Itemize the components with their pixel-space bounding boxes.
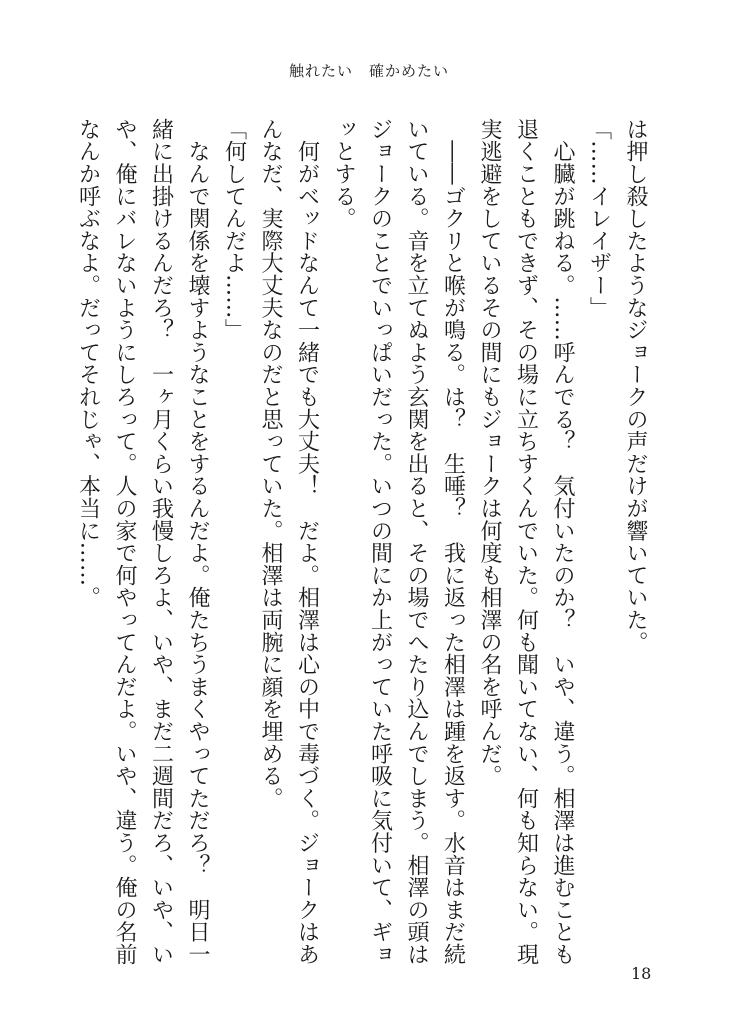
vertical-body-text xyxy=(69,118,653,998)
running-header: 触れたい 確かめたい xyxy=(288,62,449,80)
text-line: や、俺にバレないようにしろって。人の家で何やってんだよ。いや、違う。俺の名前 xyxy=(112,118,137,966)
text-line: 緒に出掛けるんだろ？ 一ヶ月くらい我慢しろよ、いや、まだ二週間だろ、いや、い xyxy=(148,118,174,966)
text-line: なんで関係を壊すようなことをするんだよ。俺たちうまくやってただろ？ 明日一 xyxy=(185,118,210,966)
text-line: 実逃避をしているその間にもジョークは何度も相澤の名を呼んだ。 xyxy=(477,118,502,787)
text-line: ジョークのことでいっぱいだった。いつの間にか上がっていた呼吸に気付いて、ギョ xyxy=(367,118,393,966)
text-line: なんか呼ぶなよ。だってそれじゃ、本当に……。 xyxy=(75,118,101,609)
text-line: ッとする。 xyxy=(331,118,356,230)
text-line: 退くこともできず、その場に立ちすくんでいた。何も聞いてない、何も知らない。現 xyxy=(513,118,539,966)
text-line: いている。音を立てぬよう玄関を出ると、その場でへたり込んでしまう。相澤の頭は xyxy=(404,118,429,966)
text-line: 「何してんだよ……」 xyxy=(221,118,247,341)
text-line: 「……イレイザー」 xyxy=(586,118,612,319)
text-line: ――ゴクリと喉が鳴る。は？ 生唾？ 我に返った相澤は踵を返す。水音はまだ続 xyxy=(440,118,466,966)
text-line: 心臓が跳ねる。……呼んでる？ 気付いたのか？ いや、違う。相澤は進むことも xyxy=(550,118,575,966)
text-line: 何がベッドなんて一緒でも大丈夫！ だよ。相澤は心の中で毒づく。ジョークはあ xyxy=(294,118,320,966)
page-number: 18 xyxy=(631,964,652,983)
text-line: んなだ、実際大丈夫なのだと思っていた。相澤は両腕に顔を埋める。 xyxy=(258,118,283,810)
text-line: は押し殺したようなジョークの声だけが響いていた。 xyxy=(623,118,648,654)
